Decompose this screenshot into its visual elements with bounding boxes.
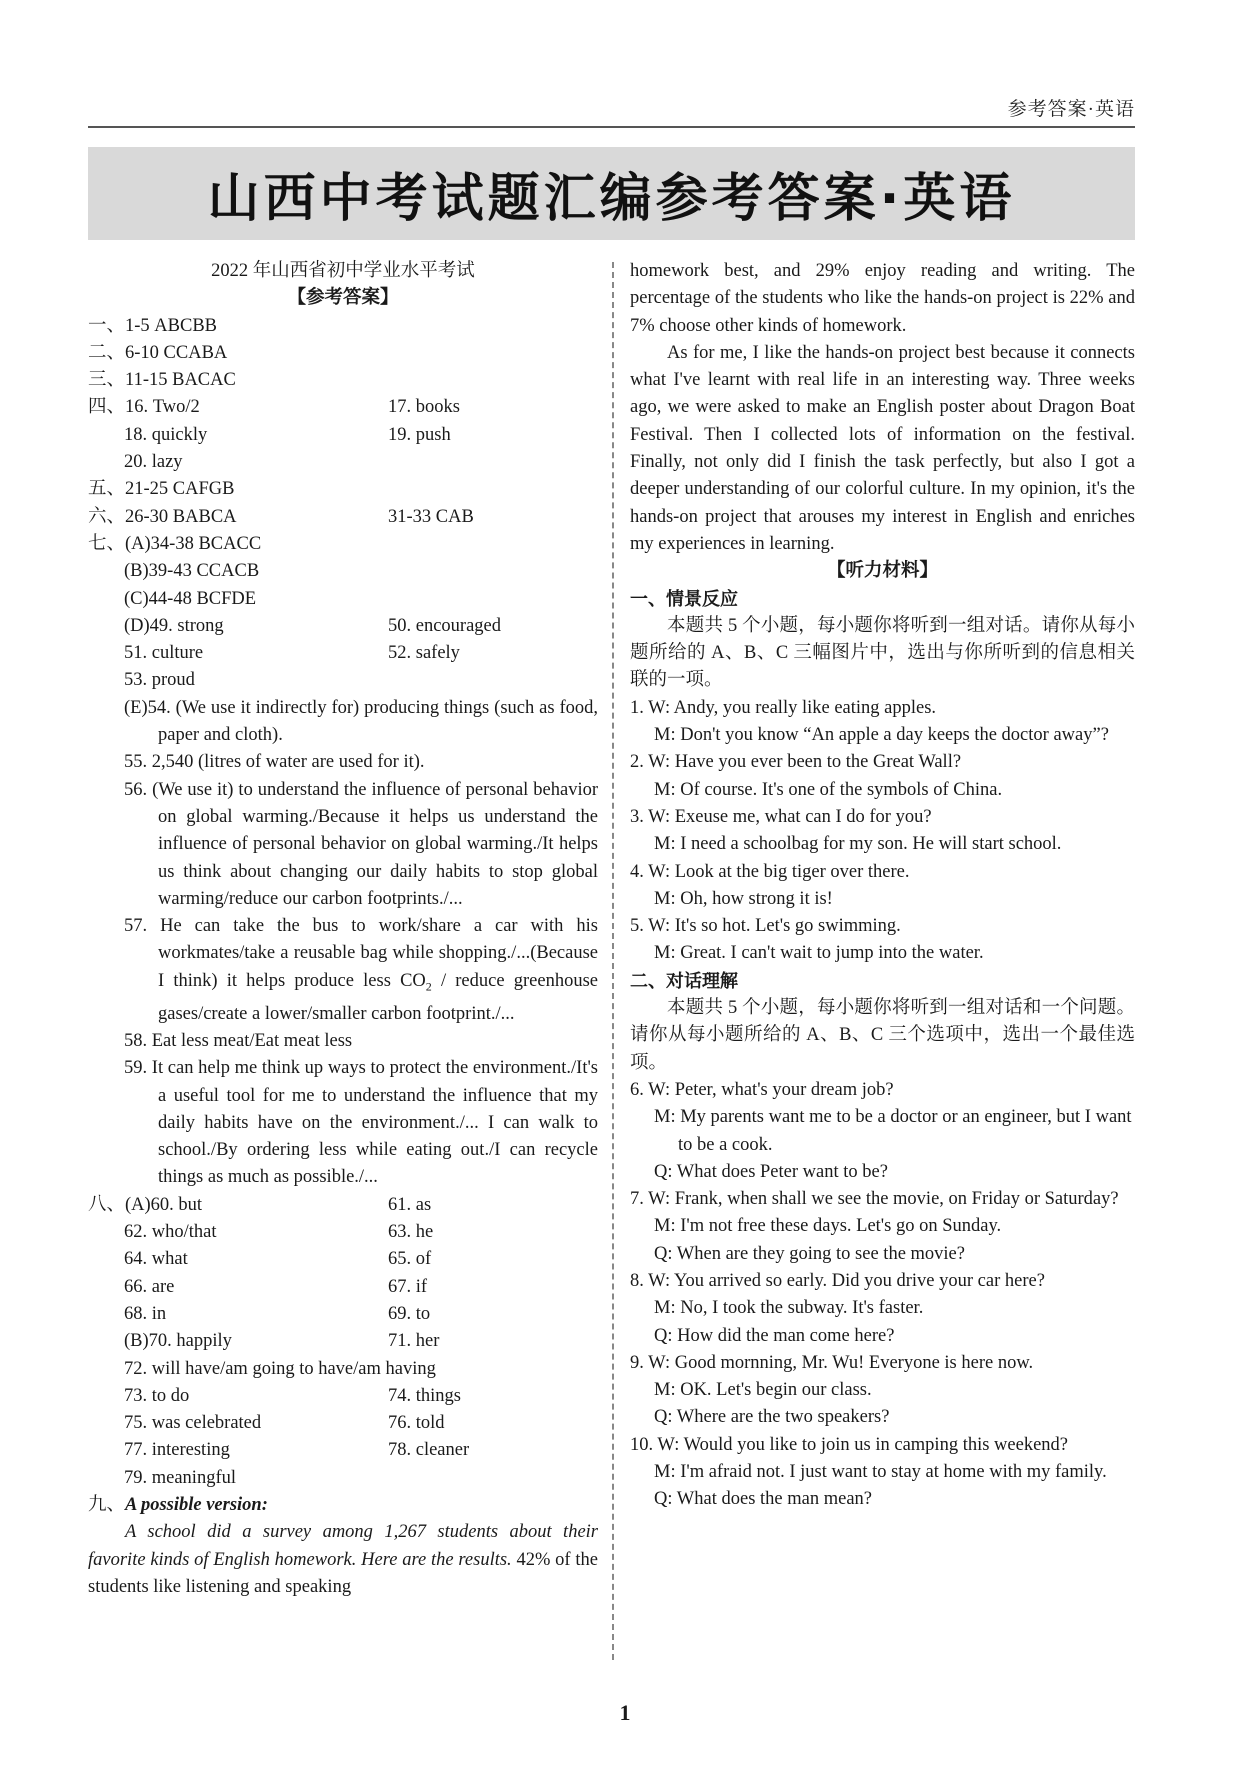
dialog-line: M: I need a schoolbag for my son. He will start school.: [654, 834, 1062, 855]
dialog-line: 9. W: Good mornning, Mr. Wu! Everyone is here now.: [630, 1352, 1034, 1373]
answer: 六、26-30 BABCA: [88, 506, 237, 527]
dialog-line: 2. W: Have you ever been to the Great Wall?: [630, 752, 962, 773]
header-rule: [88, 126, 1135, 128]
answer: 四、16. Two/2: [88, 397, 200, 418]
section-heading: 一、情景反应: [630, 588, 738, 610]
answer: 77. interesting: [124, 1440, 230, 1461]
answer-line: 二、6-10 CCABA: [88, 342, 228, 363]
answer-paragraph: [88, 913, 598, 1028]
answer: 50. encouraged: [388, 615, 502, 636]
answer: 64. what: [124, 1249, 188, 1270]
dialog-line: Q: What does the man mean?: [654, 1489, 872, 1510]
dialog-line: M: My parents want me to be a doctor or an engineer, but I want to be a cook.: [654, 1107, 1132, 1155]
dialog-line: M: Of course. It's one of the symbols of China.: [654, 779, 1003, 800]
answer-row: [88, 613, 598, 640]
answer-row: [88, 1192, 598, 1219]
answer-row: [88, 504, 598, 531]
answer: 68. in: [124, 1303, 167, 1324]
answer: 65. of: [388, 1249, 432, 1270]
answer: 52. safely: [388, 643, 460, 664]
dialog-line: M: Great. I can't wait to jump into the water.: [654, 943, 984, 964]
answer: 71. her: [388, 1331, 440, 1352]
answer: 73. to do: [124, 1385, 190, 1406]
answer: 53. proud: [124, 670, 195, 691]
essay-paragraph: As for me, I like the hands-on project best because it connects what I've learnt with real life in an interesting way. Three weeks ago, we were asked to make an English poster about Dragon Boat Festival. Then I collected lots of information on the festival. Finally, not only did I finish the task perfectly, but also I got a deeper understanding of our colorful culture. In my opinion, it's the hands-on project that arouses my interest in English and enriches my experiences in learning.: [630, 342, 1135, 554]
running-head: 参考答案·英语: [1007, 99, 1135, 120]
dialog-line: 3. W: Exeuse me, what can I do for you?: [630, 806, 932, 827]
section-instructions: 本题共 5 个小题，每小题你将听到一组对话和一个问题。请你从每小题所给的 A、B、C 三个选项中，选出一个最佳选项。: [630, 998, 1135, 1073]
answer: 31-33 CAB: [388, 506, 474, 527]
essay-title: A possible version:: [125, 1495, 268, 1516]
answer-line: 一、1-5 ABCBB: [88, 315, 218, 336]
answer: 72. will have/am going to have/am having: [124, 1358, 436, 1379]
title-banner: [88, 147, 1135, 240]
answer-line: 七、(A)34-38 BCACC: [88, 533, 262, 554]
essay-text: [88, 1519, 598, 1601]
answer: 20. lazy: [124, 452, 183, 473]
answer-line: 五、21-25 CAFGB: [88, 479, 235, 500]
answer: 67. if: [388, 1276, 428, 1297]
answer-row: [88, 640, 598, 667]
listening-title: 【听力材料】: [826, 561, 938, 582]
dialog-line: M: Oh, how strong it is!: [654, 888, 833, 909]
answer: 69. to: [388, 1303, 431, 1324]
dialog-line: M: Don't you know “An apple a day keeps the doctor away”?: [654, 725, 1109, 746]
answer-row: [88, 1437, 598, 1464]
answer: (B)70. happily: [124, 1331, 232, 1352]
answer-paragraph: 56. (We use it) to understand the influence of personal behavior on global warming./Because it helps us understand the influence of personal behavior on global warming./It helps us think about changing our daily habits to stop global warming/reduce our carbon footprints./...: [124, 779, 598, 909]
subscript: 2: [425, 979, 432, 994]
dialog-line: Q: How did the man come here?: [654, 1325, 895, 1346]
answer: 79. meaningful: [124, 1467, 237, 1488]
dialog-line: Q: When are they going to see the movie?: [654, 1243, 965, 1264]
exam-title: 2022 年山西省初中学业水平考试: [211, 261, 475, 281]
answer-key-title: 【参考答案】: [287, 288, 399, 309]
answer: 八、(A)60. but: [88, 1194, 203, 1215]
answer: 76. told: [388, 1413, 445, 1434]
page-number: 1: [619, 1700, 631, 1725]
dialog-line: M: OK. Let's begin our class.: [654, 1380, 872, 1401]
dialog-line: 1. W: Andy, you really like eating apples.: [630, 697, 937, 718]
answer-row: [88, 422, 598, 449]
answer-57-part1: 57. He can take the bus to work/share a car with his workmates/take a reusable bag while shopping./...(Because I think) it helps produce less CO: [124, 916, 598, 991]
dialog-line: Q: Where are the two speakers?: [654, 1407, 890, 1428]
answer-line: (B)39-43 CCACB: [124, 561, 260, 582]
section-label: 九、: [88, 1495, 126, 1516]
essay-paragraph: homework best, and 29% enjoy reading and writing. The percentage of the students who like the hands-on project is 22% and 7% choose other kinds of homework.: [630, 261, 1135, 336]
answer-line: 三、11-15 BACAC: [88, 370, 236, 391]
left-column: [88, 258, 598, 1601]
dialog-line: 5. W: It's so hot. Let's go swimming.: [630, 916, 901, 937]
answer-paragraph: 55. 2,540 (litres of water are used for it).: [124, 752, 425, 773]
answer-row: [88, 1328, 598, 1355]
answer: 61. as: [388, 1194, 432, 1215]
dialog-line: Q: What does Peter want to be?: [654, 1161, 888, 1182]
answer-row: [88, 1219, 598, 1246]
page-title: 山西中考试题汇编参考答案·英语: [207, 169, 1016, 229]
answer: 62. who/that: [124, 1222, 217, 1243]
answer: 51. culture: [124, 643, 204, 664]
essay-intro-cont: 42% of the students like listening and speaking: [88, 1549, 598, 1597]
essay-intro: A school did a survey among 1,267 students about their favorite kinds of English homework. Here are the results.: [88, 1522, 598, 1570]
answer-paragraph: 59. It can help me think up ways to protect the environment./It's a useful tool for me to understand the influence that my daily habits have on the environment./... I can walk to school./By ordering less while eating out./I can recycle things as much as possible./...: [124, 1058, 598, 1188]
dialog-line: 6. W: Peter, what's your dream job?: [630, 1079, 894, 1100]
answer: 78. cleaner: [388, 1440, 470, 1461]
answer-row: [88, 1301, 598, 1328]
section-heading: 二、对话理解: [630, 970, 738, 992]
right-column: [630, 258, 1135, 1514]
dialog-line: 7. W: Frank, when shall we see the movie, on Friday or Saturday?: [630, 1189, 1119, 1210]
dialog-line: 10. W: Would you like to join us in camping this weekend?: [630, 1434, 1069, 1455]
dialog-line: 8. W: You arrived so early. Did you drive your car here?: [630, 1270, 1045, 1291]
answer: 74. things: [388, 1385, 461, 1406]
answer: 66. are: [124, 1276, 175, 1297]
dialog-line: M: I'm afraid not. I just want to stay at home with my family.: [654, 1462, 1107, 1483]
answer-57-part2: / reduce greenhouse gases/create a lower/smaller carbon footprint./...: [158, 970, 598, 1024]
answer-row: [88, 1410, 598, 1437]
section-instructions: 本题共 5 个小题，每小题你将听到一组对话。请你从每小题所给的 A、B、C 三幅图片中，选出与你所听到的信息相关联的一项。: [630, 615, 1135, 691]
answer-row: [88, 1383, 598, 1410]
answer: (D)49. strong: [124, 615, 224, 636]
dialog-line: 4. W: Look at the big tiger over there.: [630, 861, 910, 882]
dialog-line: M: No, I took the subway. It's faster.: [654, 1298, 924, 1319]
column-divider: [612, 262, 614, 1660]
answer-row: [88, 1246, 598, 1273]
answer: 19. push: [388, 424, 451, 445]
answer: 17. books: [388, 397, 460, 418]
answer-line: (C)44-48 BCFDE: [124, 588, 257, 609]
dialog-line: M: I'm not free these days. Let's go on Sunday.: [654, 1216, 1002, 1237]
answer-paragraph: (E)54. (We use it indirectly for) producing things (such as food, paper and cloth).: [124, 697, 598, 746]
answer: 75. was celebrated: [124, 1413, 262, 1434]
answer: 63. he: [388, 1222, 434, 1243]
answer-row: [88, 1274, 598, 1301]
answer-row: [88, 394, 598, 421]
essay-heading: [88, 1492, 598, 1519]
answer-paragraph: 58. Eat less meat/Eat meat less: [124, 1031, 353, 1051]
answer: 18. quickly: [124, 424, 208, 445]
